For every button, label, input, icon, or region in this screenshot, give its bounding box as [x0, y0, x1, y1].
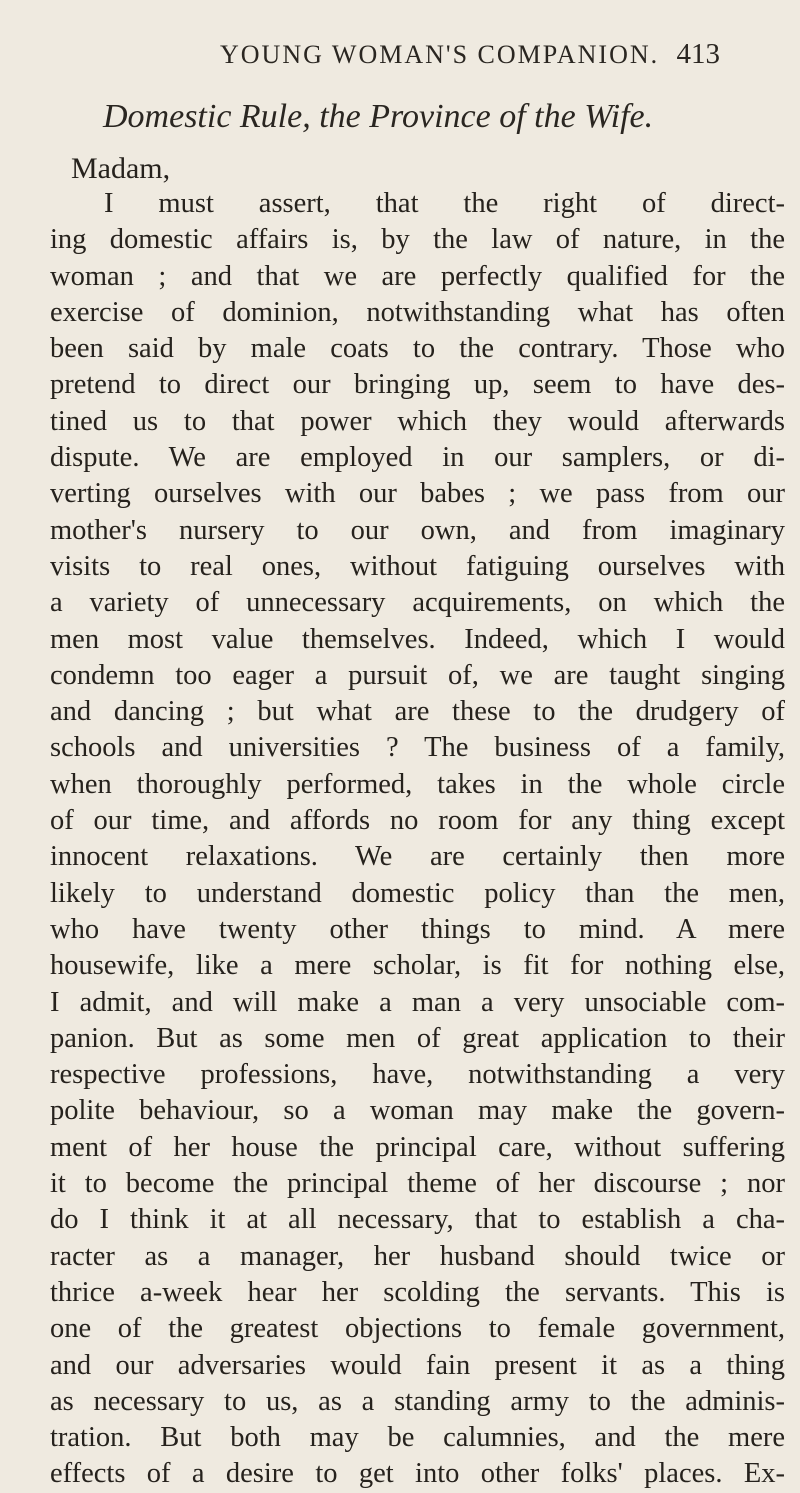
- text-line: panion. But as some men of great application to their: [50, 1022, 785, 1054]
- text-line: it to become the principal theme of her discourse ; nor: [50, 1168, 785, 1200]
- page-number: 413: [676, 38, 720, 70]
- text-line: polite behaviour, so a woman may make the govern-: [50, 1095, 785, 1127]
- text-line: effects of a desire to get into other folks' places. Ex-: [50, 1458, 785, 1490]
- running-head: [220, 40, 720, 80]
- text-line: men most value themselves. Indeed, which I would: [50, 623, 785, 655]
- text-line: tined us to that power which they would afterwards: [50, 405, 785, 437]
- text-line: ment of her house the principal care, without suffering: [50, 1131, 785, 1163]
- text-line: I admit, and will make a man a very unsociable com-: [50, 986, 785, 1018]
- text-line: schools and universities ? The business of a family,: [50, 732, 785, 764]
- text-line: thrice a-week hear her scolding the servants. This is: [50, 1276, 785, 1308]
- text-line: visits to real ones, without fatiguing ourselves with: [50, 550, 785, 582]
- text-line: respective professions, have, notwithstanding a very: [50, 1059, 785, 1091]
- text-line: innocent relaxations. We are certainly then more: [50, 841, 785, 873]
- text-line: I must assert, that the right of direct-: [104, 188, 785, 219]
- text-line: racter as a manager, her husband should twice or: [50, 1240, 785, 1272]
- text-line: exercise of dominion, notwithstanding what has often: [50, 296, 785, 328]
- text-line: and dancing ; but what are these to the drudgery of: [50, 696, 785, 728]
- text-line: of our time, and affords no room for any thing except: [50, 805, 785, 837]
- text-line: been said by male coats to the contrary. Those who: [50, 333, 785, 365]
- body-text: [50, 186, 785, 1493]
- running-head-title: YOUNG WOMAN'S COMPANION.: [220, 40, 660, 69]
- text-line: who have twenty other things to mind. A mere: [50, 913, 785, 945]
- text-line: tration. But both may be calumnies, and the mere: [50, 1422, 785, 1454]
- text-line: as necessary to us, as a standing army to the adminis-: [50, 1385, 785, 1417]
- text-line: verting ourselves with our babes ; we pass from our: [50, 478, 785, 510]
- section-heading: Domestic Rule, the Province of the Wife.: [103, 98, 654, 135]
- text-line: likely to understand domestic policy than the men,: [50, 877, 785, 909]
- text-line: dispute. We are employed in our samplers, or di-: [50, 442, 785, 474]
- text-line: ing domestic affairs is, by the law of nature, in the: [50, 224, 785, 256]
- salutation: Madam,: [71, 152, 171, 185]
- text-line: housewife, like a mere scholar, is fit for nothing else,: [50, 950, 785, 982]
- text-line: one of the greatest objections to female government,: [50, 1313, 785, 1345]
- text-line: when thoroughly performed, takes in the whole circle: [50, 768, 785, 800]
- text-line: and our adversaries would fain present it as a thing: [50, 1349, 785, 1381]
- text-line: woman ; and that we are perfectly qualified for the: [50, 260, 785, 292]
- text-line: pretend to direct our bringing up, seem to have des-: [50, 369, 785, 401]
- text-line: do I think it at all necessary, that to establish a cha-: [50, 1204, 785, 1236]
- text-line: condemn too eager a pursuit of, we are taught singing: [50, 659, 785, 691]
- text-line: a variety of unnecessary acquirements, on which the: [50, 587, 785, 619]
- text-line: mother's nursery to our own, and from imaginary: [50, 514, 785, 546]
